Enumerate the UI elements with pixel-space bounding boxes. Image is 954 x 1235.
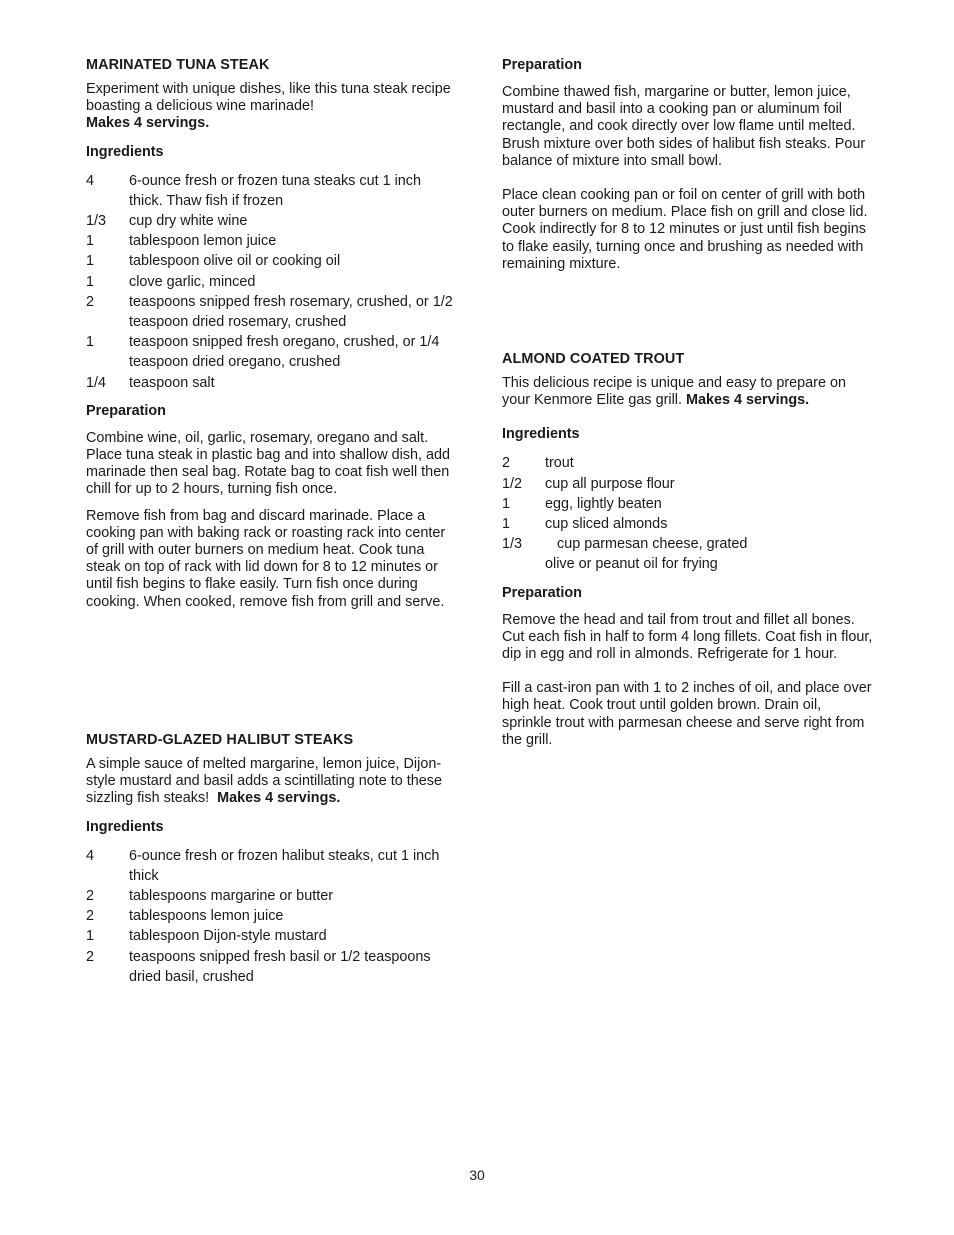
ingredients-list bbox=[86, 846, 458, 987]
recipe-marinated-tuna-steak bbox=[86, 56, 458, 611]
ingredients-list bbox=[502, 453, 874, 574]
preparation-paragraph: Remove fish from bag and discard marinade. Place a cooking pan with baking rack or roasting rack into center of grill with outer burners on medium heat. Cook tuna steak on top of rack with lid down for 8 to 12 minutes or until fish begins to flake easily. Turn fish once during cooking. When cooked, remove fish from grill and serve. bbox=[86, 507, 446, 610]
ingredient-item: teaspoon salt bbox=[129, 374, 215, 391]
ingredient-qty: 2 bbox=[86, 888, 95, 905]
ingredient-row bbox=[86, 846, 458, 886]
ingredient-row bbox=[86, 272, 458, 292]
preparation-paragraph: Combine thawed fish, margarine or butter, lemon juice, mustard and basil into a cooking pan or aluminum foil rectangle, and cook directly over low flame until melted. Brush mixture over both sides of halibut fish steaks. Pour balance of mixture into small bowl. bbox=[502, 84, 866, 169]
ingredient-qty bbox=[502, 554, 545, 574]
recipe-mustard-glazed-halibut bbox=[86, 731, 458, 996]
ingredients-heading: Ingredients bbox=[86, 143, 164, 160]
ingredient-row bbox=[86, 926, 458, 946]
ingredient-item: tablespoon olive oil or cooking oil bbox=[129, 253, 341, 270]
ingredient-row bbox=[502, 514, 874, 534]
ingredient-row bbox=[86, 171, 458, 211]
recipe-intro: A simple sauce of melted margarine, lemon juice, Dijon-style mustard and basil adds a scintillating note to these sizzling fish steaks! Makes 4 servings. bbox=[86, 756, 442, 807]
ingredient-qty: 1 bbox=[502, 495, 511, 512]
ingredient-row bbox=[86, 211, 458, 231]
ingredient-item: 6-ounce fresh or frozen halibut steaks, cut 1 inch thick bbox=[129, 847, 440, 884]
ingredient-item: clove garlic, minced bbox=[129, 273, 256, 290]
ingredients-heading: Ingredients bbox=[502, 426, 580, 443]
halibut-preparation bbox=[502, 56, 874, 273]
ingredient-row bbox=[86, 292, 458, 332]
ingredient-qty: 1 bbox=[86, 928, 95, 945]
recipe-intro: Experiment with unique dishes, like this tuna steak recipe boasting a delicious wine marinade! Makes 4 servings. bbox=[86, 81, 451, 132]
ingredient-item: cup sliced almonds bbox=[545, 516, 668, 533]
ingredient-item: olive or peanut oil for frying bbox=[545, 556, 718, 573]
ingredient-qty: 4 bbox=[86, 847, 95, 864]
ingredient-qty: 1 bbox=[86, 233, 95, 250]
preparation-paragraph: Remove the head and tail from trout and fillet all bones. Cut each fish in half to form 4 long fillets. Coat fish in flour, dip in egg and roll in almonds. Refrigerate for 1 hour. bbox=[502, 611, 873, 663]
recipe-almond-coated-trout bbox=[502, 350, 874, 749]
ingredient-item: 6-ounce fresh or frozen tuna steaks cut 1 inch thick. Thaw fish if frozen bbox=[129, 172, 421, 209]
ingredient-item: tablespoon Dijon-style mustard bbox=[129, 928, 327, 945]
ingredient-qty: 2 bbox=[86, 908, 95, 925]
ingredient-item: teaspoons snipped fresh rosemary, crushed, or 1/2 teaspoon dried rosemary, crushed bbox=[129, 293, 453, 331]
preparation-heading: Preparation bbox=[502, 584, 582, 601]
ingredient-qty: 2 bbox=[502, 455, 511, 472]
recipe-intro: This delicious recipe is unique and easy to prepare on your Kenmore Elite gas grill. Makes 4 servings. bbox=[502, 375, 846, 409]
ingredient-item: cup parmesan cheese, grated bbox=[557, 536, 748, 553]
preparation-paragraph: Combine wine, oil, garlic, rosemary, oregano and salt. Place tuna steak in plastic bag and into shallow dish, add marinade then seal bag. Rotate bag to coat fish well then chill for up to 2 hours, turning fish once. bbox=[86, 429, 450, 498]
recipe-title: MARINATED TUNA STEAK bbox=[86, 57, 270, 73]
ingredient-item: teaspoon snipped fresh oregano, crushed, or 1/4 teaspoon dried oregano, crushed bbox=[129, 334, 440, 371]
ingredient-row bbox=[86, 251, 458, 271]
ingredient-qty: 1 bbox=[86, 273, 95, 290]
ingredient-item: egg, lightly beaten bbox=[545, 495, 662, 512]
ingredient-item: cup dry white wine bbox=[129, 213, 248, 230]
ingredient-qty: 1/3 bbox=[86, 213, 107, 230]
preparation-paragraph: Fill a cast-iron pan with 1 to 2 inches of oil, and place over high heat. Cook trout until golden brown. Drain oil, sprinkle trout with parmesan cheese and serve right from the grill. bbox=[502, 680, 872, 748]
ingredient-qty: 1 bbox=[86, 334, 95, 351]
ingredient-row bbox=[502, 554, 874, 574]
ingredient-qty: 1/3 bbox=[502, 536, 523, 553]
ingredient-qty: 1/4 bbox=[86, 374, 107, 391]
ingredient-row bbox=[86, 373, 458, 393]
ingredient-item: teaspoons snipped fresh basil or 1/2 teaspoons dried basil, crushed bbox=[129, 948, 431, 985]
ingredient-row bbox=[86, 332, 458, 372]
ingredient-item: tablespoons lemon juice bbox=[129, 908, 284, 925]
ingredient-qty: 1 bbox=[502, 516, 511, 533]
ingredient-row bbox=[86, 231, 458, 251]
ingredients-heading: Ingredients bbox=[86, 818, 164, 835]
servings: Makes 4 servings. bbox=[685, 392, 810, 409]
ingredient-qty: 1 bbox=[86, 253, 95, 270]
ingredient-item: cup all purpose flour bbox=[545, 475, 675, 492]
servings: Makes 4 servings. bbox=[86, 115, 210, 132]
ingredient-row bbox=[86, 906, 458, 926]
ingredient-item: tablespoons margarine or butter bbox=[129, 888, 333, 905]
preparation-heading: Preparation bbox=[502, 57, 582, 73]
servings: Makes 4 servings. bbox=[217, 790, 341, 807]
recipe-title: ALMOND COATED TROUT bbox=[502, 351, 685, 367]
ingredient-qty: 1/2 bbox=[502, 475, 523, 492]
ingredient-row bbox=[502, 453, 874, 473]
recipe-title: MUSTARD-GLAZED HALIBUT STEAKS bbox=[86, 732, 354, 748]
ingredient-row bbox=[86, 947, 458, 987]
preparation-paragraph: Place clean cooking pan or foil on center of grill with both outer burners on medium. Place fish on grill and close lid. Cook indirectly for 8 to 12 minutes or just until fish begins to flake easily, turning once and brushing as needed with remaining mixture. bbox=[502, 187, 868, 272]
ingredient-qty: 2 bbox=[86, 293, 95, 310]
ingredient-row bbox=[502, 474, 874, 494]
ingredient-row bbox=[502, 494, 874, 514]
ingredient-item: trout bbox=[545, 455, 574, 472]
ingredient-item: tablespoon lemon juice bbox=[129, 233, 277, 250]
page-number: 30 bbox=[469, 1167, 485, 1183]
ingredient-qty: 4 bbox=[86, 172, 95, 189]
ingredient-row bbox=[502, 534, 874, 554]
ingredients-list bbox=[86, 171, 458, 393]
ingredient-qty: 2 bbox=[86, 948, 95, 965]
ingredient-row bbox=[86, 886, 458, 906]
preparation-heading: Preparation bbox=[86, 402, 166, 419]
